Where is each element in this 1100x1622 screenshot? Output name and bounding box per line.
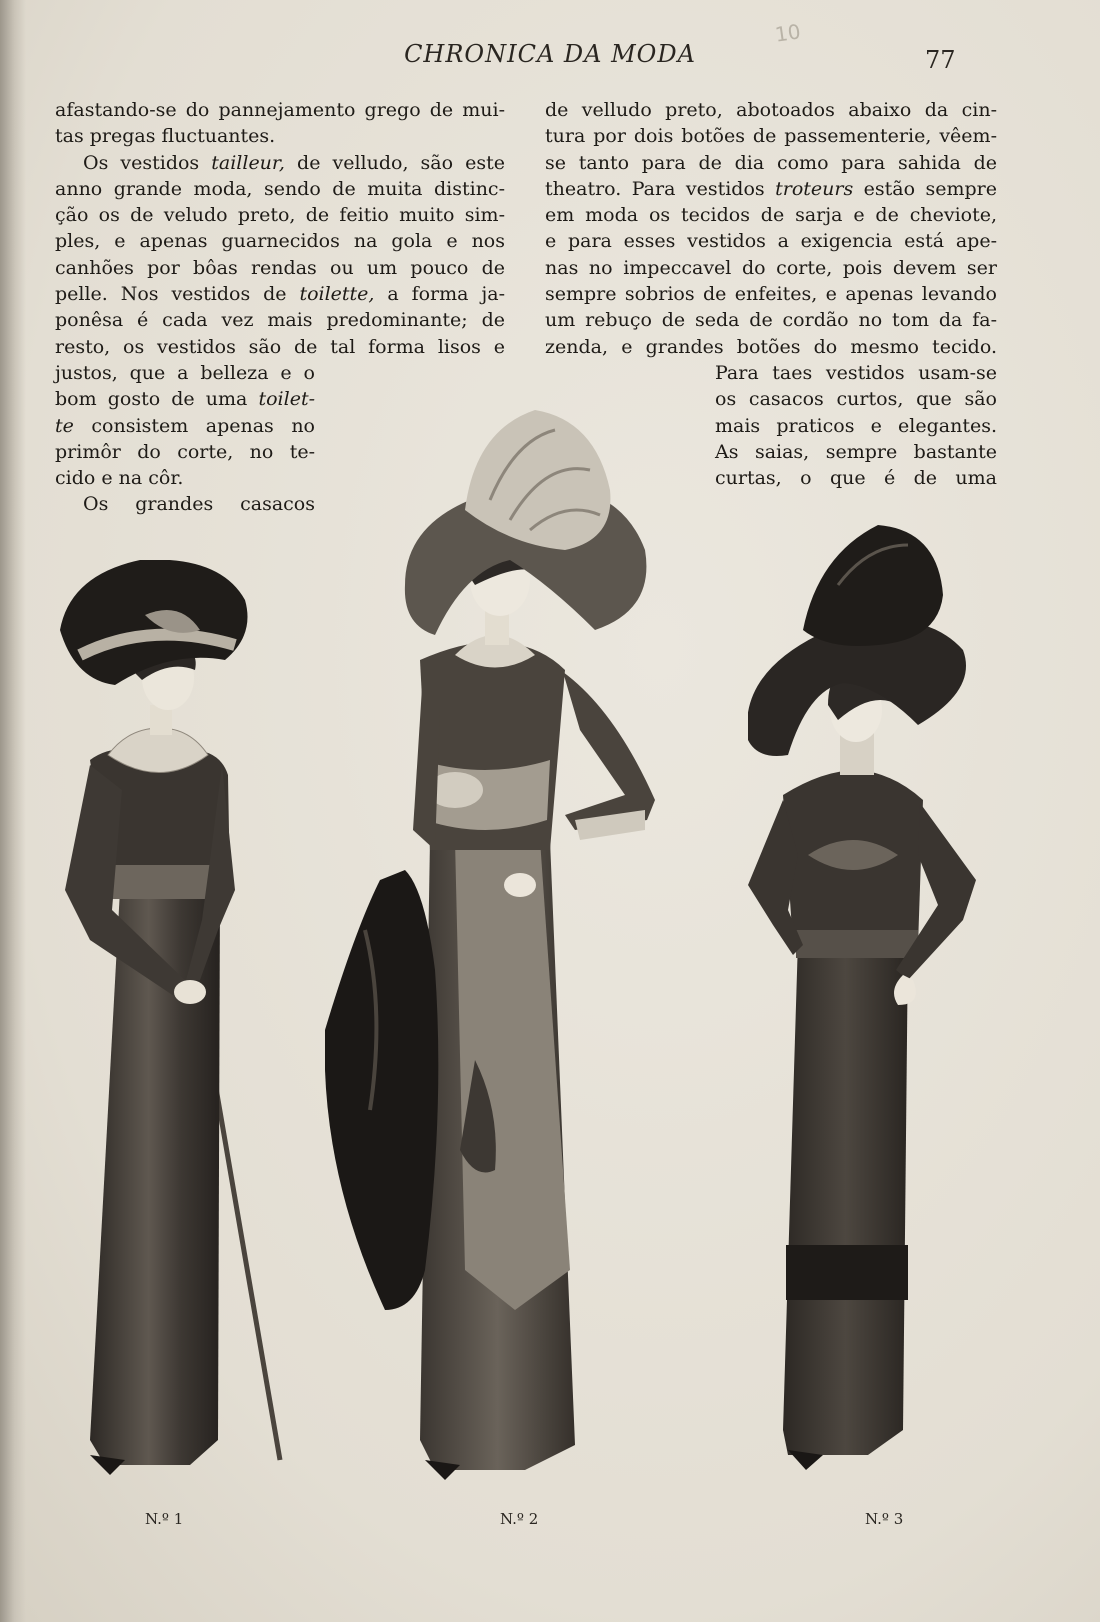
text-line: zenda, e grandes botões do mesmo tecido.	[545, 335, 997, 358]
text-line: um rebuço de seda de cordão no tom da fa-	[545, 309, 997, 332]
text-line: e para esses vestidos a exigencia está ape-	[545, 230, 997, 253]
text-line: bom gosto de uma toilet-	[55, 388, 315, 411]
text-line: Para taes vestidos usam-se	[715, 362, 997, 384]
text-line: resto, os vestidos são de tal forma lisos e	[55, 335, 505, 358]
text-line: tas pregas fluctuantes.	[55, 125, 276, 148]
text-line: sempre sobrios de enfeites, e apenas levando	[545, 283, 997, 306]
fashion-illustration-1	[50, 560, 290, 1500]
book-gutter	[0, 0, 26, 1622]
text-line: justos, que a belleza e o	[55, 362, 315, 384]
page-title: CHRONICA DA MODA	[404, 40, 696, 68]
text-line: nas no impeccavel do corte, pois devem ser	[545, 256, 997, 279]
fashion-illustration-3	[748, 525, 1020, 1500]
text-line: canhões por bôas rendas ou um pouco de	[55, 256, 505, 279]
figure-caption-2: N.º 2	[500, 1510, 539, 1528]
article-column-right-wrap	[715, 360, 997, 491]
article-column-left-wrap	[55, 360, 315, 518]
fashion-illustration-2	[325, 410, 685, 1500]
pencil-annotation: 10	[773, 19, 802, 47]
text-line: os casacos curtos, que são	[715, 388, 997, 411]
text-line: Os grandes casacos	[83, 493, 315, 516]
text-line: primôr do corte, no te-	[55, 440, 315, 463]
text-line: Os vestidos tailleur, de velludo, são este	[83, 151, 506, 174]
fashion-figure-3	[748, 525, 1020, 1500]
page-number: 77	[925, 46, 956, 74]
text-line: As saias, sempre bastante	[715, 440, 997, 463]
fashion-figure-1	[50, 560, 290, 1500]
text-line: ção os de veludo preto, de feitio muito sim-	[55, 204, 505, 227]
figure-caption-1: N.º 1	[145, 1510, 184, 1528]
text-line: theatro. Para vestidos troteurs estão sempre	[545, 177, 998, 200]
text-line: ples, e apenas guarnecidos na gola e nos	[55, 230, 505, 253]
text-line: ponêsa é cada vez mais predominante; de	[55, 309, 505, 332]
figure-caption-3: N.º 3	[865, 1510, 904, 1528]
text-line: anno grande moda, sendo de muita distinc-	[55, 177, 505, 200]
text-line: mais praticos e elegantes.	[715, 414, 997, 437]
text-line: tura por dois botões de passementerie, vêem-	[545, 125, 997, 148]
text-line: te consistem apenas no	[55, 414, 315, 437]
text-line: pelle. Nos vestidos de toilette, a forma ja-	[55, 283, 506, 306]
text-line: cido e na côr.	[55, 467, 184, 490]
fashion-figure-2	[325, 410, 685, 1500]
article-column-left	[55, 97, 505, 360]
text-line: de velludo preto, abotoados abaixo da cin-	[545, 99, 997, 121]
article-column-right	[545, 97, 997, 360]
text-line: afastando-se do pannejamento grego de mui-	[55, 99, 505, 121]
text-line: em moda os tecidos de sarja e de cheviote,	[545, 204, 997, 227]
text-line: se tanto para de dia como para sahida de	[545, 151, 997, 174]
text-line: curtas, o que é de uma	[715, 467, 997, 490]
